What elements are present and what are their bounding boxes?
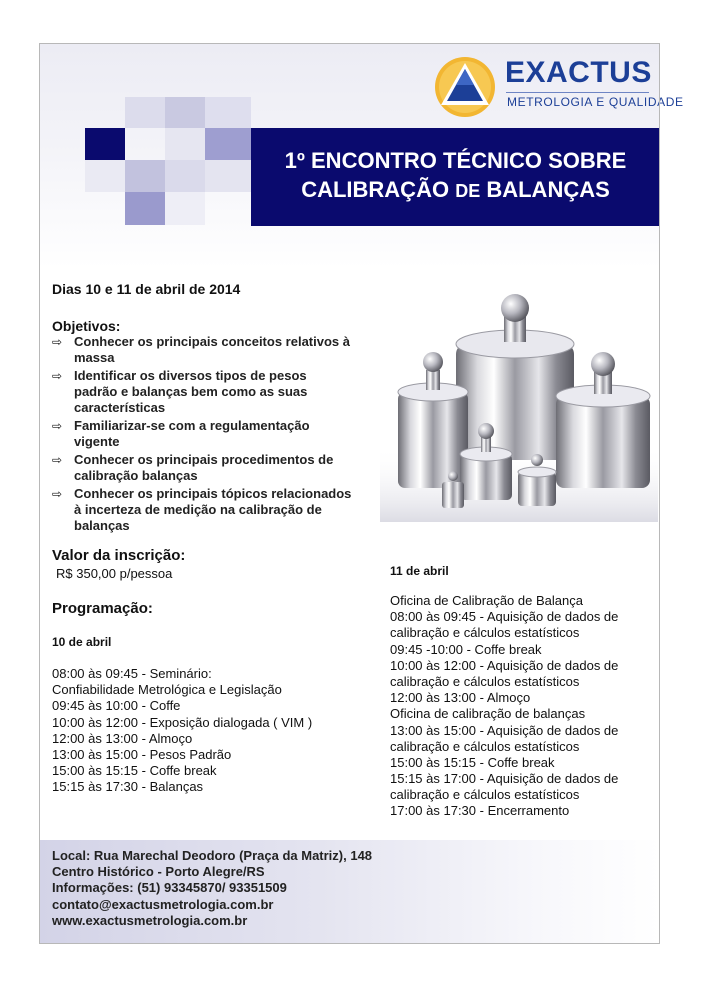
objective-text: calibração balanças [74, 468, 198, 483]
contact-line: contato@exactusmetrologia.com.br [52, 896, 274, 912]
arrow-right-icon: ⇨ [52, 369, 63, 383]
arrow-right-icon: ⇨ [52, 453, 63, 467]
schedule-line: 15:00 às 15:15 - Coffe break [52, 763, 217, 779]
schedule-line: 10:00 às 12:00 - Aquisição de dados de [390, 657, 619, 673]
page-frame [39, 43, 660, 944]
objective-text: padrão e balanças bem como as suas [74, 384, 308, 399]
program-heading: Programação: [52, 600, 153, 617]
schedule-line: calibração e cálculos estatísticos [390, 673, 580, 689]
schedule-line: 12:00 às 13:00 - Almoço [52, 730, 193, 746]
schedule-line: Oficina de Calibração de Balança [390, 593, 583, 608]
objective-text: vigente [74, 434, 120, 449]
objective-text: Familiarizar-se com a regulamentação [74, 418, 310, 433]
day2-label: 11 de abril [390, 564, 449, 578]
objective-text: Conhecer os principais tópicos relacionados [74, 486, 352, 501]
objective-text: massa [74, 350, 115, 365]
contact-line: Local: Rua Marechal Deodoro (Praça da Matriz), 148 [52, 848, 373, 863]
objectives-heading: Objetivos: [52, 318, 121, 334]
schedule-line: 08:00 às 09:45 - Seminário: [52, 666, 212, 681]
objective-text: à incerteza de medição na calibração de [74, 502, 322, 517]
objective-text: Conhecer os principais procedimentos de [74, 452, 334, 467]
schedule-line: 15:00 às 15:15 - Coffe break [390, 754, 555, 770]
schedule-line: calibração e cálculos estatísticos [390, 625, 580, 641]
arrow-right-icon: ⇨ [52, 419, 63, 433]
schedule-line: 09:45 às 10:00 - Coffe [52, 698, 181, 714]
objective-text: Identificar os diversos tipos de pesos [74, 368, 307, 383]
logo-name: EXACTUS [505, 56, 652, 89]
title-line-1: 1º ENCONTRO TÉCNICO SOBRE [284, 148, 627, 173]
contact-line: www.exactusmetrologia.com.br [52, 912, 248, 928]
schedule-line: 15:15 às 17:00 - Aquisição de dados de [390, 771, 619, 787]
schedule-line: Oficina de calibração de balanças [390, 706, 586, 722]
logo-tagline: METROLOGIA E QUALIDADE [507, 95, 684, 109]
title-line-2: CALIBRAÇÃO DE BALANÇAS [301, 177, 610, 202]
schedule-line: 08:00 às 09:45 - Aquisição de dados de [390, 609, 619, 625]
schedule-line: 17:00 às 17:30 - Encerramento [390, 803, 570, 819]
schedule-line: 13:00 às 15:00 - Pesos Padrão [52, 746, 232, 762]
schedule-line: 15:15 às 17:30 - Balanças [52, 779, 204, 795]
arrow-right-icon: ⇨ [52, 335, 63, 349]
schedule-line: calibração e cálculos estatísticos [390, 738, 580, 754]
objective-text: características [74, 400, 166, 415]
event-dates: Dias 10 e 11 de abril de 2014 [52, 281, 241, 297]
price-heading: Valor da inscrição: [52, 547, 186, 564]
arrow-right-icon: ⇨ [52, 487, 63, 501]
objective-text: Conhecer os principais conceitos relativos à [74, 334, 350, 349]
contact-line: Informações: (51) 93345870/ 93351509 [52, 880, 287, 896]
schedule-line: 10:00 às 12:00 - Exposição dialogada ( VIM ) [52, 714, 313, 730]
schedule-line: 09:45 -10:00 - Coffe break [390, 641, 542, 657]
schedule-line: Confiabilidade Metrológica e Legislação [52, 682, 282, 698]
schedule-line: 12:00 às 13:00 - Almoço [390, 690, 531, 706]
schedule-line: calibração e cálculos estatísticos [390, 787, 580, 803]
schedule-line: 13:00 às 15:00 - Aquisição de dados de [390, 722, 619, 738]
price-value: R$ 350,00 p/pessoa [56, 566, 173, 581]
objective-text: balanças [74, 518, 130, 533]
day1-label: 10 de abril [52, 635, 112, 649]
contact-line: Centro Histórico - Porto Alegre/RS [52, 864, 265, 880]
